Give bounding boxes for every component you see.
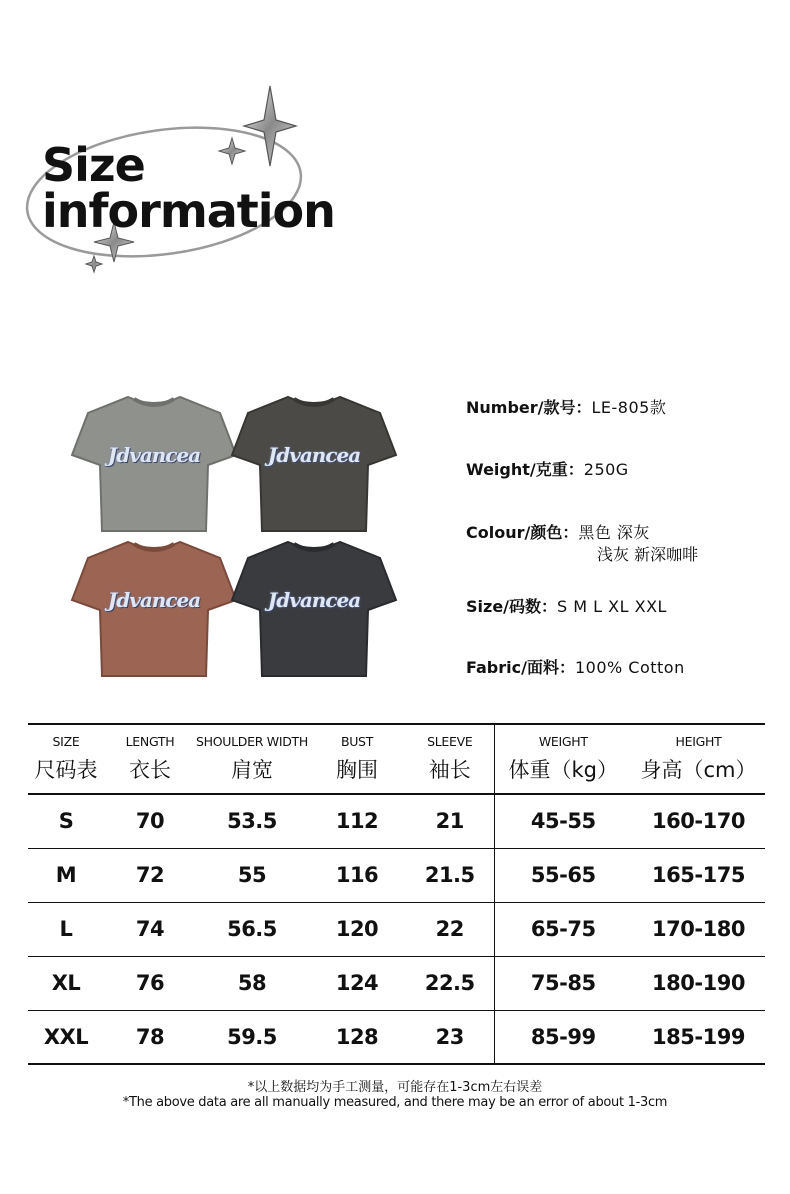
table-row bbox=[28, 1010, 765, 1064]
table-header-row bbox=[28, 724, 765, 794]
cell-shoulder: 58 bbox=[237, 971, 267, 995]
header-sleeve: SLEEVE 袖长 bbox=[427, 734, 473, 782]
note-chinese: *以上数据均为手工测量，可能存在1-3cm左右误差 bbox=[247, 1080, 543, 1095]
cell-shoulder: 55 bbox=[237, 863, 267, 887]
info-size-label: Size/码数： bbox=[466, 597, 558, 616]
title-block bbox=[18, 80, 335, 280]
cell-sleeve: 21.5 bbox=[424, 863, 475, 887]
cell-bust: 120 bbox=[335, 917, 379, 941]
cell-size: XL bbox=[51, 971, 81, 995]
cell-weight: 75-85 bbox=[494, 956, 632, 1010]
cell-height: 160-170 bbox=[652, 809, 745, 834]
cell-height: 185-199 bbox=[652, 1024, 745, 1049]
header-length: LENGTH 衣长 bbox=[125, 734, 175, 782]
cell-size: L bbox=[59, 917, 73, 941]
table-row bbox=[28, 848, 765, 902]
table-row bbox=[28, 956, 765, 1010]
cell-sleeve: 23 bbox=[435, 1024, 464, 1049]
header-weight: WEIGHT 体重（kg） bbox=[494, 724, 632, 794]
cell-bust: 124 bbox=[335, 971, 379, 995]
cell-weight: 45-55 bbox=[494, 794, 632, 848]
cell-weight: 55-65 bbox=[494, 848, 632, 902]
title-line-1: Size bbox=[42, 138, 145, 192]
shirt-logo-text: Jdvancea bbox=[267, 588, 361, 612]
shirt-logo-text: Jdvancea bbox=[267, 443, 361, 467]
table-row bbox=[28, 794, 765, 848]
cell-height: 165-175 bbox=[652, 863, 745, 887]
info-colour-label: Colour/颜色： bbox=[466, 523, 579, 542]
cell-length: 70 bbox=[135, 809, 165, 834]
cell-bust: 112 bbox=[335, 809, 379, 834]
info-weight-label: Weight/克重： bbox=[466, 460, 584, 479]
info-colour-value: 黑色 深灰 bbox=[578, 523, 650, 542]
cell-height: 180-190 bbox=[652, 971, 745, 995]
info-number-value: LE-805款 bbox=[591, 398, 667, 417]
info-number-label: Number/款号： bbox=[466, 398, 592, 417]
cell-size: S bbox=[58, 809, 74, 834]
info-fabric-label: Fabric/面料： bbox=[466, 658, 575, 677]
cell-length: 76 bbox=[135, 971, 165, 995]
info-size-value: S M L XL XXL bbox=[557, 597, 667, 616]
cell-length: 78 bbox=[135, 1024, 165, 1049]
shirt-logo-text: Jdvancea bbox=[107, 443, 201, 467]
cell-shoulder: 53.5 bbox=[227, 809, 277, 834]
shirt-logo-text: Jdvancea bbox=[107, 588, 201, 612]
info-fabric bbox=[466, 655, 685, 678]
info-weight-value: 250G bbox=[583, 460, 629, 479]
info-weight bbox=[466, 457, 629, 480]
shirt-image-black bbox=[230, 538, 398, 678]
info-colour bbox=[466, 520, 699, 564]
sparkle-tiny-icon bbox=[86, 256, 102, 272]
sparkle-large-icon bbox=[244, 86, 296, 166]
cell-shoulder: 56.5 bbox=[227, 917, 277, 941]
table-row bbox=[28, 902, 765, 956]
note-english: *The above data are all manually measured, and there may be an error of about 1-3cm bbox=[122, 1095, 668, 1110]
cell-bust: 128 bbox=[335, 1024, 379, 1049]
header-size: SIZE 尺码表 bbox=[34, 734, 98, 782]
header-shoulder-width: SHOULDER WIDTH 肩宽 bbox=[196, 734, 308, 782]
shirt-image-brown bbox=[70, 538, 238, 678]
cell-size: M bbox=[55, 863, 77, 887]
shirt-image-gray bbox=[70, 393, 238, 533]
header-height: HEIGHT 身高（cm） bbox=[640, 734, 757, 782]
cell-sleeve: 22 bbox=[435, 917, 464, 941]
cell-sleeve: 21 bbox=[435, 809, 464, 834]
sparkle-small-icon bbox=[219, 138, 245, 164]
cell-weight: 65-75 bbox=[494, 902, 632, 956]
cell-weight: 85-99 bbox=[494, 1010, 632, 1064]
cell-size: XXL bbox=[43, 1024, 89, 1049]
cell-length: 74 bbox=[135, 917, 165, 941]
title-line-2: information bbox=[42, 184, 335, 238]
cell-bust: 116 bbox=[335, 863, 379, 887]
header-bust: BUST 胸围 bbox=[336, 734, 378, 782]
info-number bbox=[466, 395, 666, 418]
shirt-image-dark-gray bbox=[230, 393, 398, 533]
cell-shoulder: 59.5 bbox=[227, 1024, 277, 1049]
size-table bbox=[28, 723, 765, 1065]
info-colour-value-2: 浅灰 新深咖啡 bbox=[597, 545, 699, 564]
info-fabric-value: 100% Cotton bbox=[574, 658, 685, 677]
cell-height: 170-180 bbox=[652, 917, 745, 941]
cell-sleeve: 22.5 bbox=[424, 971, 475, 995]
info-size bbox=[466, 594, 667, 617]
cell-length: 72 bbox=[135, 863, 165, 887]
